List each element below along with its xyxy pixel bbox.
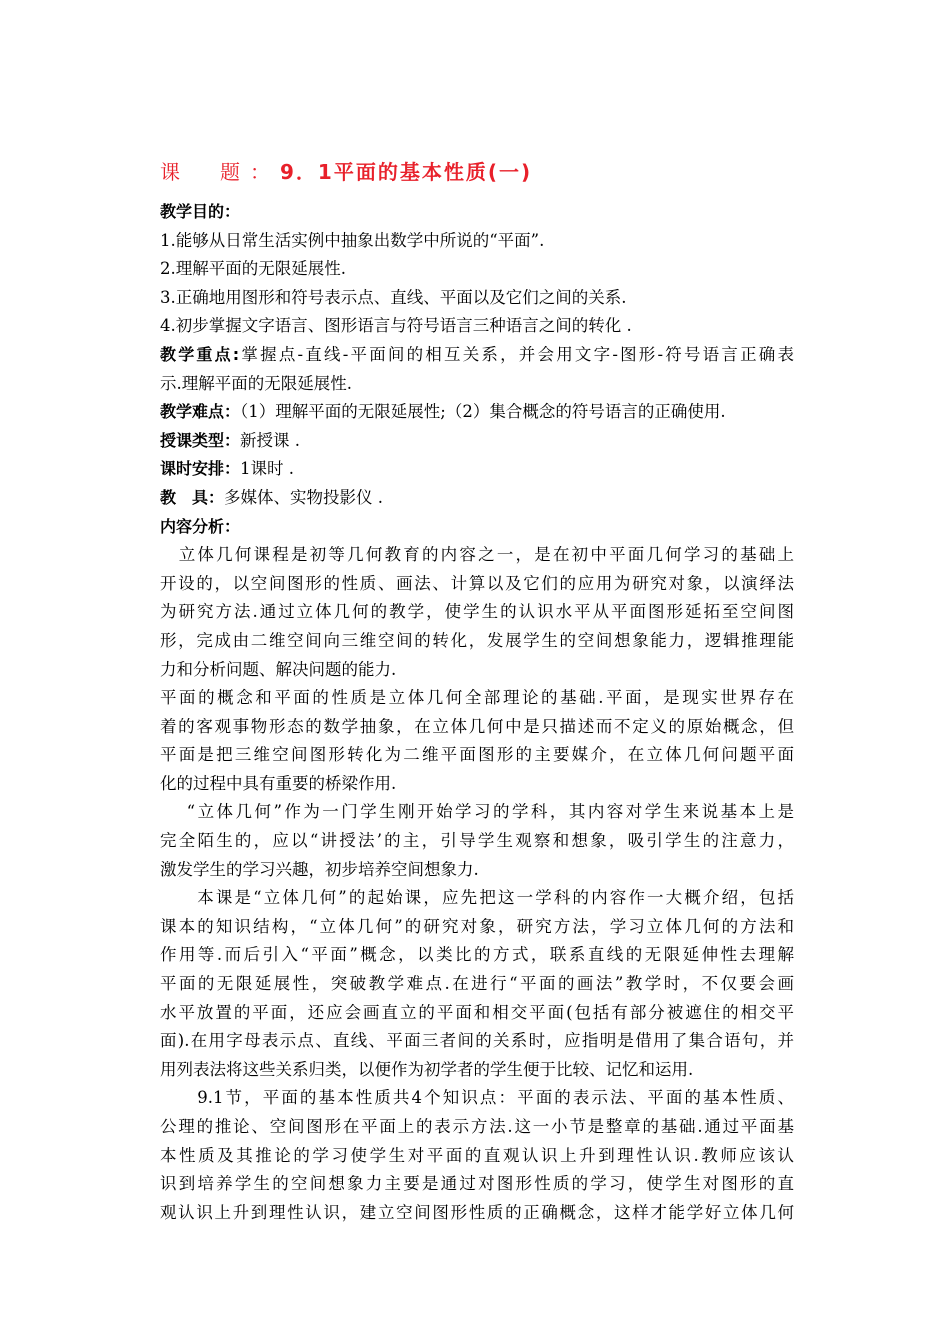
paragraph-line: 本性质及其推论的学习使学生对平面的直观认识上升到理性认识.教师应该认	[160, 1145, 794, 1165]
paragraph-line: 激发学生的学习兴趣，初步培养空间想象力.	[160, 859, 479, 879]
paragraph-line: 识到培养学生的空间想象力主要是通过对图形性质的学习，使学生对图形的直	[160, 1174, 794, 1194]
difficulties-line	[160, 398, 794, 427]
objective-item: 2.理解平面的无限延展性.	[160, 259, 346, 279]
paragraph-line: 开设的，以空间图形的性质、画法、计算以及它们的应用为研究对象，以演绎法	[160, 573, 794, 593]
schedule-line	[160, 455, 794, 484]
paragraph-line: 形，完成由二维空间向三维空间的转化，发展学生的空间想象能力，逻辑推理能	[160, 630, 794, 650]
paragraph-line: 完全陌生的，应以“讲授法’的主，引导学生观察和想象，吸引学生的注意力，	[160, 831, 794, 851]
paragraph-line: 课本的知识结构，“立体几何”的研究对象，研究方法，学习立体几何的方法和	[160, 916, 794, 936]
paragraph-line: 面).在用字母表示点、直线、平面三者间的关系时，应指明是借用了集合语句，并	[160, 1031, 794, 1051]
tools-heading: 教 具：	[160, 487, 225, 507]
key-points-heading: 教学重点:	[160, 344, 240, 364]
paragraph-line: 作用等.而后引入“平面”概念，以类比的方式，联系直线的无限延伸性去理解	[160, 945, 794, 965]
tools-line	[160, 484, 794, 513]
schedule-text: 1课时 .	[240, 459, 295, 479]
paragraph-line: 力和分析问题、解决问题的能力.	[160, 659, 397, 679]
difficulties-text: （1）理解平面的无限延展性;（2）集合概念的符号语言的正确使用.	[240, 402, 726, 422]
paragraph-line: 本课是“立体几何”的起始课，应先把这一学科的内容作一大概介绍，包括	[160, 888, 794, 908]
title-text: 9．1平面的基本性质(一)	[280, 160, 533, 184]
key-points-line	[160, 341, 794, 370]
lesson-type-line	[160, 427, 794, 456]
paragraph-line: 立体几何课程是初等几何教育的内容之一，是在初中平面几何学习的基础上	[160, 545, 794, 565]
paragraph-line: “立体几何”作为一门学生刚开始学习的学科，其内容对学生来说基本上是	[160, 802, 794, 822]
paragraph-line: 平面的无限延展性，突破教学难点.在进行“平面的画法”教学时，不仅要会画	[160, 974, 794, 994]
lesson-type-heading: 授课类型：	[160, 430, 241, 450]
paragraph-line: 化的过程中具有重要的桥梁作用.	[160, 773, 397, 793]
title-label: 课 题：	[160, 160, 280, 184]
paragraph-line: 用列表法将这些关系归类，以便作为初学者的学生便于比较、记忆和运用.	[160, 1059, 694, 1079]
objective-item: 4.初步掌握文字语言、图形语言与符号语言三种语言之间的转化 .	[160, 316, 632, 336]
paragraph-line: 9.1节，平面的基本性质共4个知识点：平面的表示法、平面的基本性质、	[160, 1088, 794, 1108]
tools-text: 多媒体、实物投影仪 .	[224, 487, 384, 507]
lesson-type-text: 新授课 .	[240, 430, 301, 450]
paragraph-line: 观认识上升到理性认识，建立空间图形性质的正确概念，这样才能学好立体几何	[160, 1202, 794, 1222]
paragraph-line: 平面是把三维空间图形转化为二维平面图形的主要媒介，在立体几何问题平面	[160, 745, 794, 765]
difficulties-heading: 教学难点：	[160, 402, 241, 422]
objective-item: 1.能够从日常生活实例中抽象出数学中所说的“平面”.	[160, 230, 545, 250]
lesson-title	[160, 156, 532, 185]
paragraph-line: 平面的概念和平面的性质是立体几何全部理论的基础.平面，是现实世界存在	[160, 688, 794, 708]
objective-item: 3.正确地用图形和符号表示点、直线、平面以及它们之间的关系.	[160, 287, 627, 307]
objectives-heading: 教学目的：	[160, 202, 241, 221]
paragraph-line: 着的客观事物形态的数学抽象，在立体几何中是只描述而不定义的原始概念，但	[160, 716, 794, 736]
schedule-heading: 课时安排：	[160, 459, 241, 479]
analysis-heading: 内容分析：	[160, 516, 241, 536]
paragraph-line: 公理的推论、空间图形在平面上的表示方法.这一小节是整章的基础.通过平面基	[160, 1117, 794, 1136]
paragraph-line: 为研究方法.通过立体几何的教学，使学生的认识水平从平面图形延拓至空间图	[160, 602, 794, 622]
key-points-text-cont: 示.理解平面的无限延展性.	[160, 373, 352, 393]
key-points-text: 掌握点-直线-平面间的相互关系，并会用文字-图形-符号语言正确表	[239, 344, 794, 364]
document-body	[160, 198, 794, 1227]
paragraph-line: 水平放置的平面，还应会画直立的平面和相交平面(包括有部分被遮住的相交平	[160, 1002, 794, 1022]
